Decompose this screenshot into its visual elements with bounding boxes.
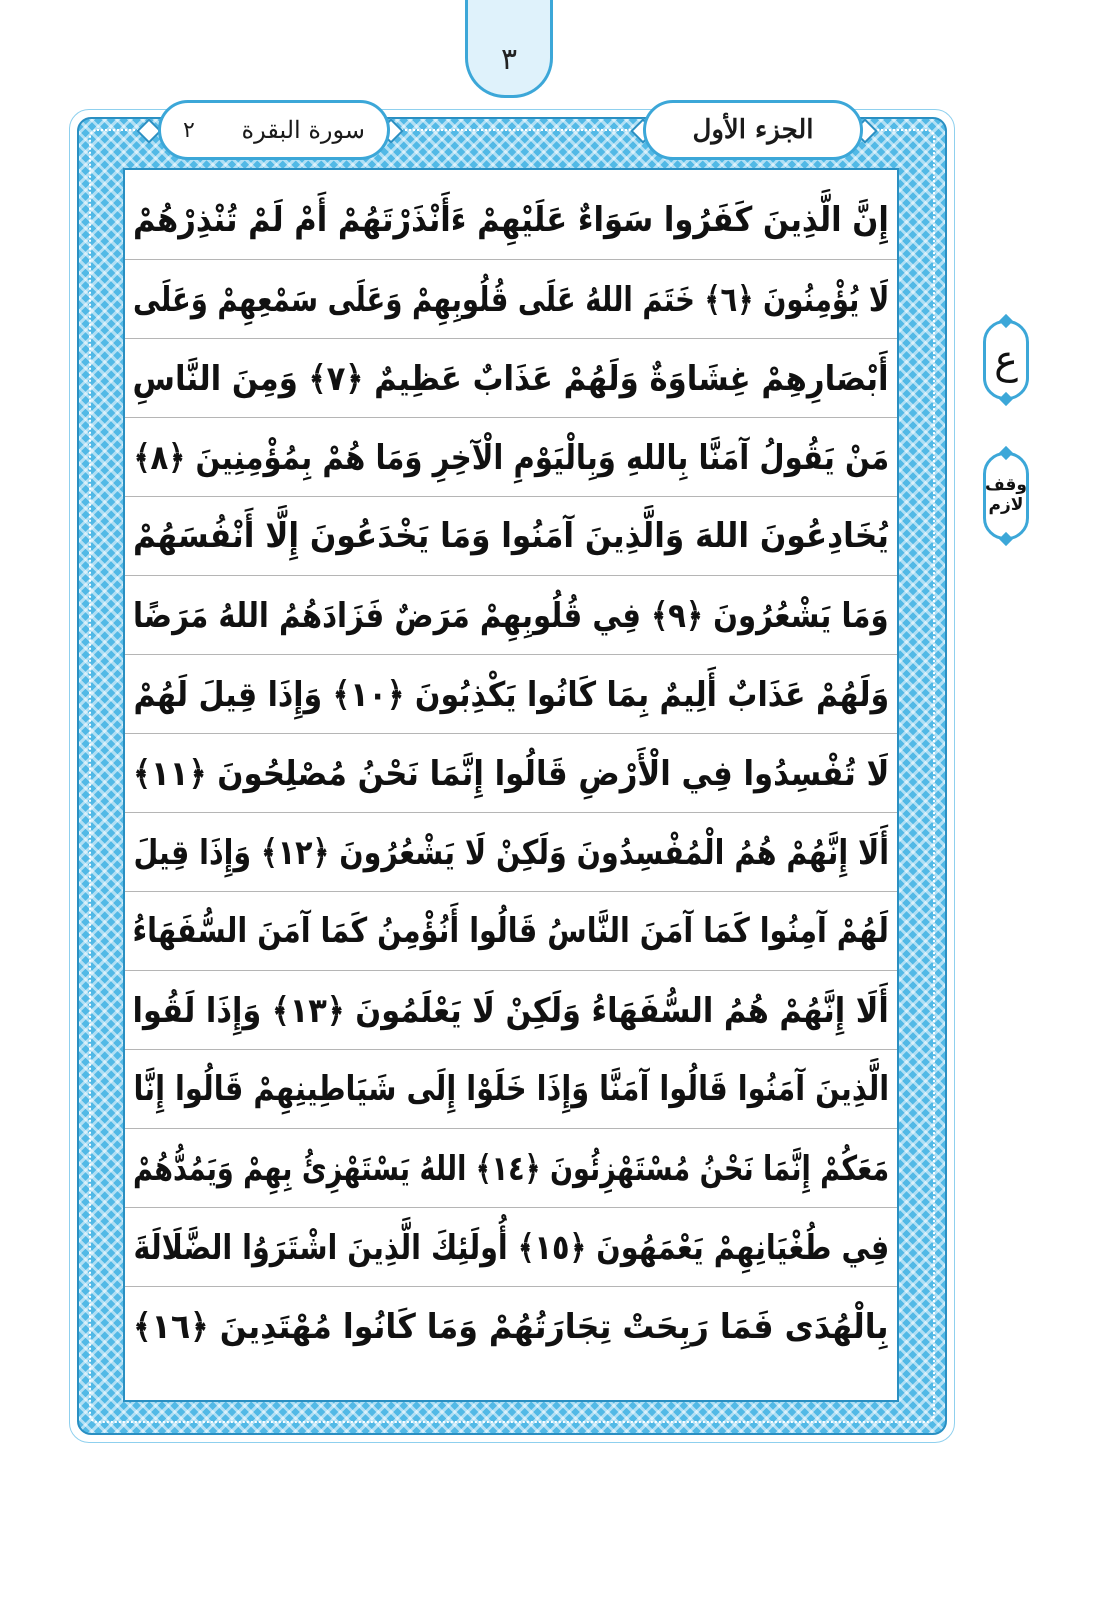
text-line-3: أَبْصَارِهِمْ غِشَاوَةٌ وَلَهُمْ عَذَابٌ عَظِيمٌ ﴿٧﴾ وَمِنَ النَّاسِ [125,339,897,418]
surah-name: سورة البقرة [241,116,365,144]
text-line-9: أَلَا إِنَّهُمْ هُمُ الْمُفْسِدُونَ وَلَكِنْ لَا يَشْعُرُونَ ﴿١٢﴾ وَإِذَا قِيلَ [125,813,897,892]
text-line-7: وَلَهُمْ عَذَابٌ أَلِيمٌ بِمَا كَانُوا يَكْذِبُونَ ﴿١٠﴾ وَإِذَا قِيلَ لَهُمْ [125,655,897,734]
page-number: ٣ [500,42,518,77]
juz-title-cartouche [643,100,863,160]
surah-number: ٢ [183,117,195,143]
text-line-6: وَمَا يَشْعُرُونَ ﴿٩﴾ فِي قُلُوبِهِمْ مَرَضٌ فَزَادَهُمُ اللهُ مَرَضًا [125,576,897,655]
text-line-8: لَا تُفْسِدُوا فِي الْأَرْضِ قَالُوا إِنَّمَا نَحْنُ مُصْلِحُونَ ﴿١١﴾ [125,734,897,813]
text-line-1: إِنَّ الَّذِينَ كَفَرُوا سَوَاءٌ عَلَيْهِمْ ءَأَنْذَرْتَهُمْ أَمْ لَمْ تُنْذِرْهُمْ [125,181,897,260]
text-line-14: فِي طُغْيَانِهِمْ يَعْمَهُونَ ﴿١٥﴾ أُولَئِكَ الَّذِينَ اشْتَرَوُا الضَّلَالَةَ [125,1208,897,1287]
text-line-15: بِالْهُدَى فَمَا رَبِحَتْ تِجَارَتُهُمْ وَمَا كَانُوا مُهْتَدِينَ ﴿١٦﴾ [133,1307,889,1347]
quran-text-area [123,168,899,1402]
juz-title: الجزء الأول [692,115,814,145]
text-line-10: لَهُمْ آمِنُوا كَمَا آمَنَ النَّاسُ قَالُوا أَنُؤْمِنُ كَمَا آمَنَ السُّفَهَاءُ [125,892,897,971]
text-line-12: الَّذِينَ آمَنُوا قَالُوا آمَنَّا وَإِذَا خَلَوْا إِلَى شَيَاطِينِهِمْ قَالُوا إِنَّا [125,1050,897,1129]
text-line-5: يُخَادِعُونَ اللهَ وَالَّذِينَ آمَنُوا وَمَا يَخْدَعُونَ إِلَّا أَنْفُسَهُمْ [125,497,897,576]
waqf-lazim-marker: وقف لازم [983,452,1029,540]
text-line-2: لَا يُؤْمِنُونَ ﴿٦﴾ خَتَمَ اللهُ عَلَى قُلُوبِهِمْ وَعَلَى سَمْعِهِمْ وَعَلَى [125,260,897,339]
ruku-marker: ع [983,320,1029,400]
text-line-4: مَنْ يَقُولُ آمَنَّا بِاللهِ وَبِالْيَوْمِ الْآخِرِ وَمَا هُمْ بِمُؤْمِنِينَ ﴿٨﴾ [125,418,897,497]
text-line-11: أَلَا إِنَّهُمْ هُمُ السُّفَهَاءُ وَلَكِنْ لَا يَعْلَمُونَ ﴿١٣﴾ وَإِذَا لَقُوا [125,971,897,1050]
text-line-13: مَعَكُمْ إِنَّمَا نَحْنُ مُسْتَهْزِئُونَ ﴿١٤﴾ اللهُ يَسْتَهْزِئُ بِهِمْ وَيَمُدُّهُمْ [125,1129,897,1208]
page-number-tab [465,0,553,98]
surah-title-cartouche [158,100,390,160]
